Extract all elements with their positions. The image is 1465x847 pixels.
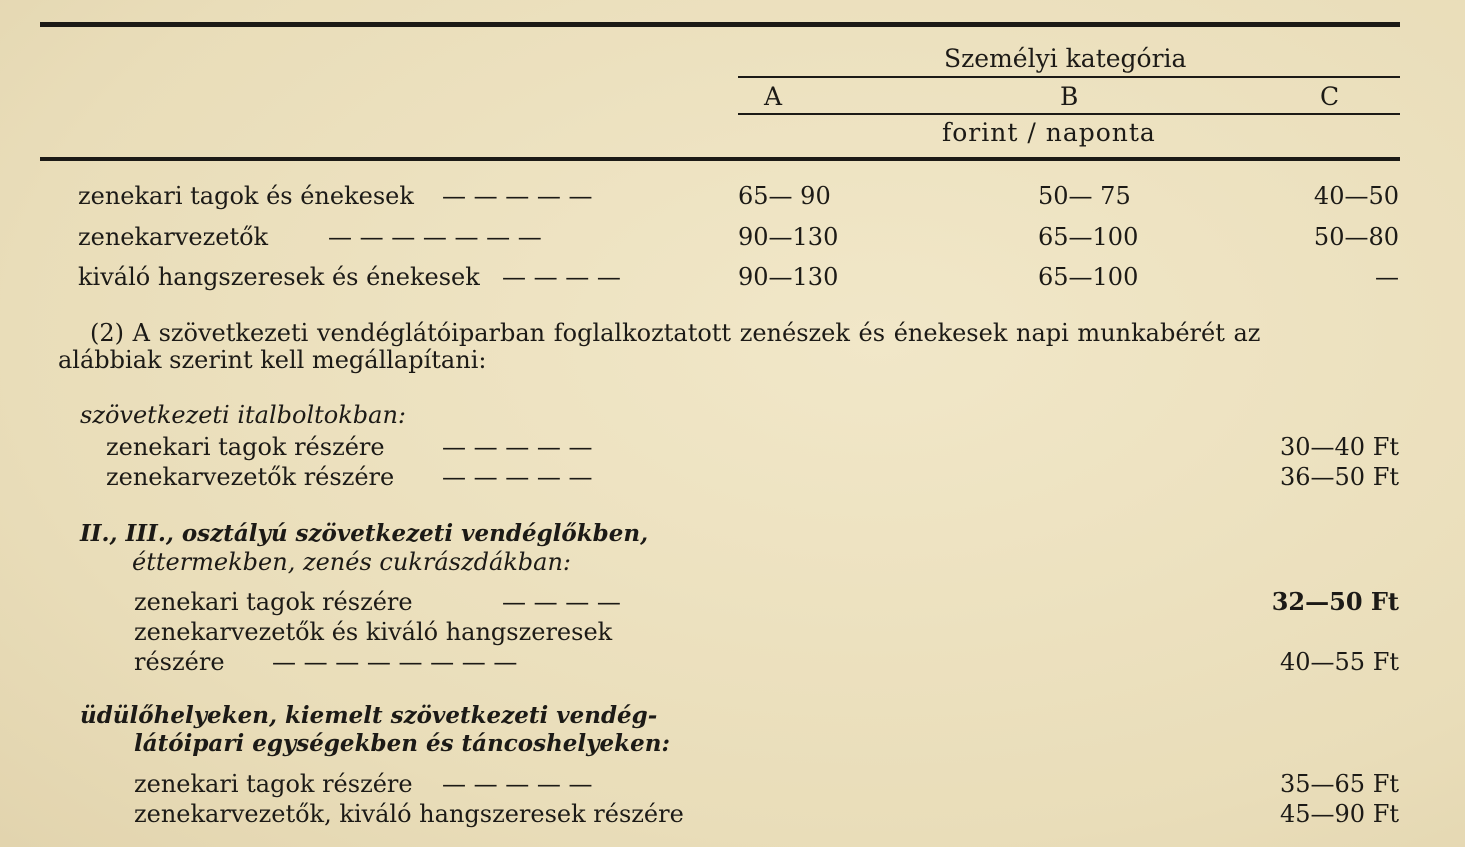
item-label: zenekarvezetők és kiváló hangszeresek [134,618,613,646]
paragraph-line-2: alábbiak szerint kell megállapítani: [58,346,487,374]
item-leader: — — — — — — — — [272,648,518,676]
row-value-b: 65—100 [1038,223,1139,251]
unit-label: forint / naponta [942,118,1156,147]
row-value-a: 90—130 [738,223,839,251]
category-title: Személyi kategória [944,44,1187,73]
row-value-c: — [1375,263,1399,291]
item-leader: — — — — — [442,770,593,798]
section-heading: II., III., osztályú szövetkezeti vendéglőkben, [80,520,649,547]
paragraph-line-1: (2) A szövetkezeti vendéglátóiparban foglalkoztatott zenészek és énekesek napi munkabérét az [90,319,1261,347]
row-value-c: 40—50 [1313,182,1399,210]
header-bottom-rule [40,157,1400,161]
item-label: zenekari tagok részére [106,433,385,461]
section-heading: látóipari egységekben és táncoshelyeken: [134,730,670,757]
top-rule [40,22,1400,27]
item-value: 35—65 Ft [1279,770,1399,798]
section-heading: üdülőhelyeken, kiemelt szövetkezeti vendég- [80,702,658,729]
row-leader: — — — — [502,263,621,291]
row-leader: — — — — — — — [328,223,542,251]
row-label: zenekarvezetők [78,223,269,251]
item-value: 32—50 Ft [1271,587,1399,616]
row-label: kiváló hangszeresek és énekesek [78,263,480,291]
item-label: zenekari tagok részére [134,588,413,616]
item-label: részére [134,648,225,676]
item-label: zenekarvezetők részére [106,463,395,491]
row-label: zenekari tagok és énekesek [78,182,414,210]
column-b-label: B [1060,82,1079,111]
item-leader: — — — — [502,588,621,616]
section-heading: éttermekben, zenés cukrászdákban: [132,548,572,576]
item-value: 36—50 Ft [1279,463,1399,491]
category-rule [738,76,1400,78]
row-value-b: 65—100 [1038,263,1139,291]
item-value: 30—40 Ft [1279,433,1399,461]
item-value: 45—90 Ft [1279,800,1399,828]
item-value: 40—55 Ft [1279,648,1399,676]
columns-rule [738,113,1400,115]
row-value-a: 65— 90 [738,182,831,210]
item-label: zenekari tagok részére [134,770,413,798]
item-leader: — — — — — [442,463,593,491]
item-leader: — — — — — [442,433,593,461]
row-value-c: 50—80 [1313,223,1399,251]
column-c-label: C [1320,82,1340,111]
column-a-label: A [764,82,783,111]
row-leader: — — — — — [442,182,593,210]
row-value-a: 90—130 [738,263,839,291]
row-value-b: 50— 75 [1038,182,1131,210]
item-label: zenekarvezetők, kiváló hangszeresek részére [134,800,684,828]
section-heading: szövetkezeti italboltokban: [80,401,407,429]
